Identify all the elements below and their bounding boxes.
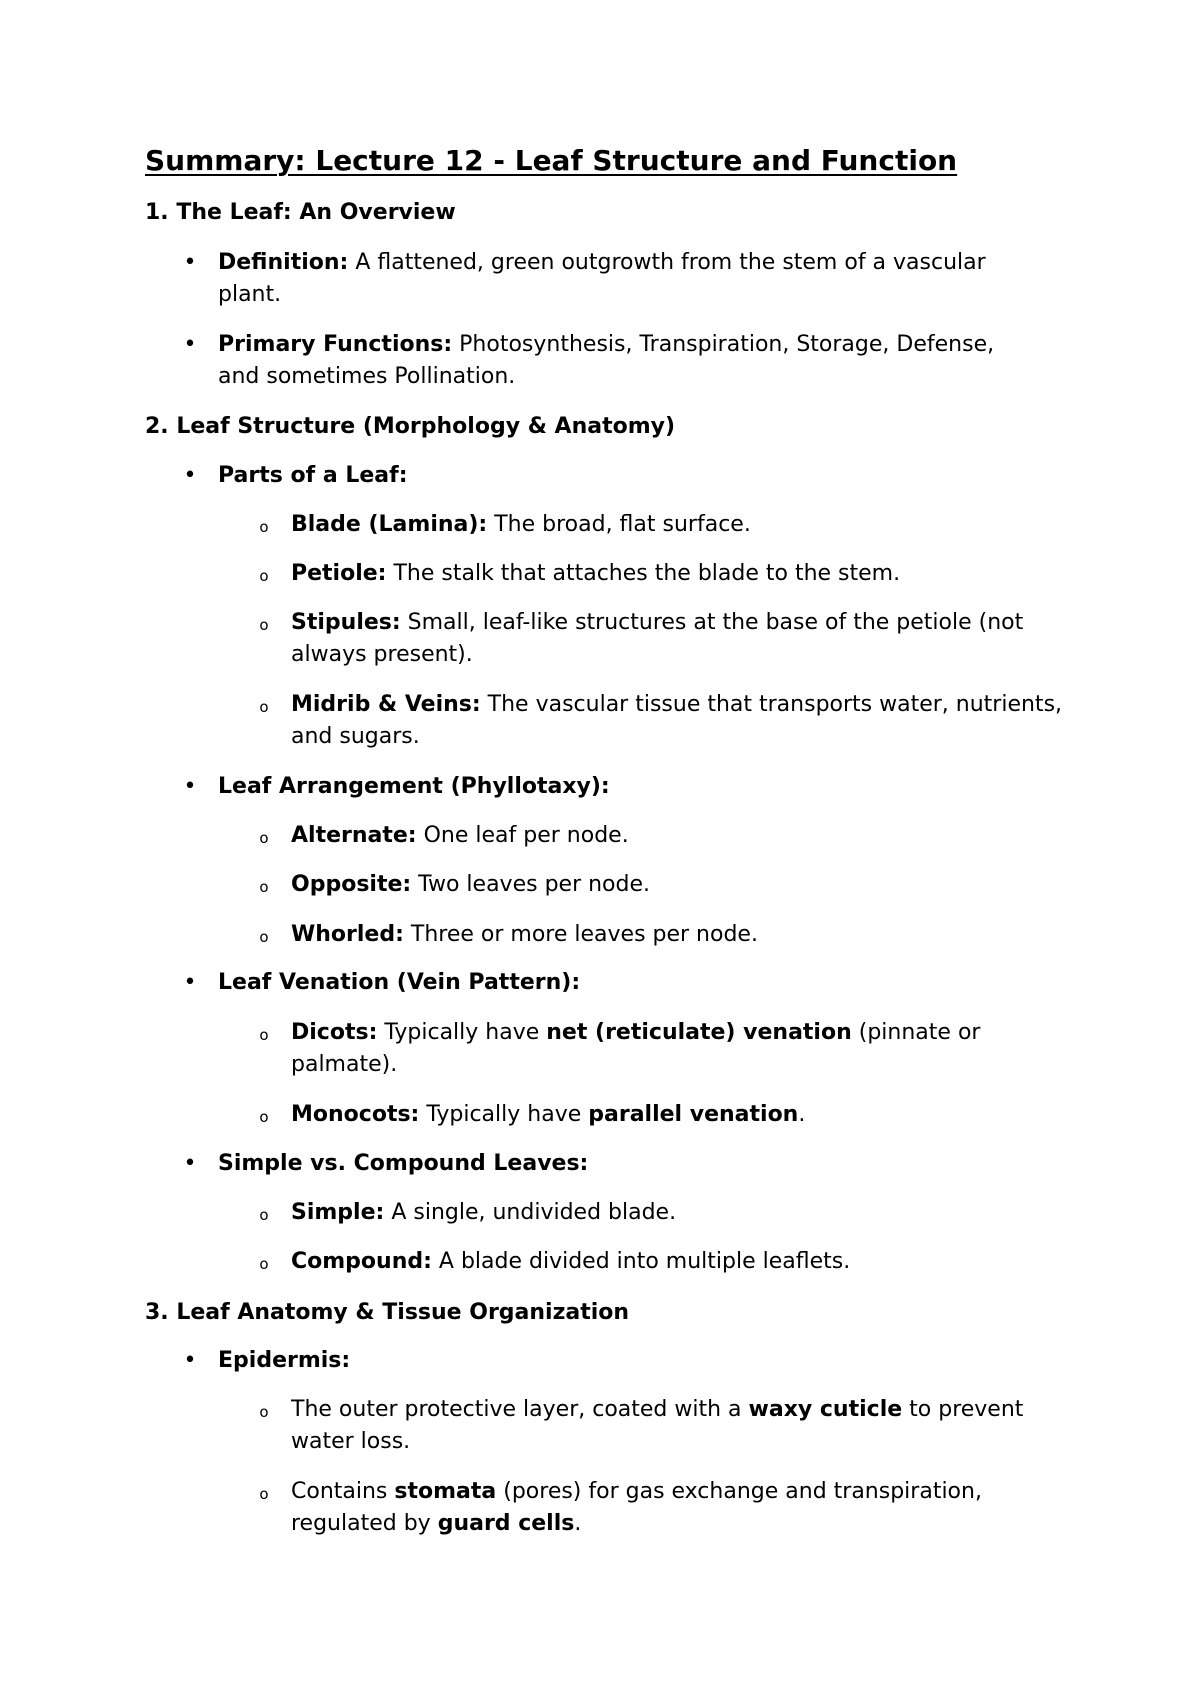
section-heading-structure: 2. Leaf Structure (Morphology & Anatomy) bbox=[145, 414, 676, 439]
sub-bullet-icon: o bbox=[259, 829, 269, 847]
item-label: Simple: bbox=[291, 1200, 385, 1225]
bullet-icon: • bbox=[183, 774, 197, 799]
item-label: Leaf Venation (Vein Pattern): bbox=[218, 970, 581, 995]
item-text: A blade divided into multiple leaflets. bbox=[431, 1249, 851, 1274]
item-emphasis: waxy cuticle bbox=[748, 1397, 903, 1422]
list-item-definition bbox=[183, 247, 1018, 311]
sub-bullet-icon: o bbox=[259, 1206, 269, 1224]
sub-item-stomata bbox=[259, 1476, 1071, 1540]
item-text: Typically have bbox=[419, 1102, 589, 1127]
item-emphasis: stomata bbox=[394, 1479, 497, 1504]
sub-item-alternate bbox=[259, 820, 1071, 852]
item-text: Typically have bbox=[377, 1020, 547, 1045]
sub-bullet-icon: o bbox=[259, 567, 269, 585]
item-emphasis: net (reticulate) venation bbox=[546, 1020, 852, 1045]
sub-item-dicots bbox=[259, 1017, 1071, 1081]
item-label: Opposite: bbox=[291, 872, 412, 897]
item-text: A single, undivided blade. bbox=[384, 1200, 677, 1225]
sub-item-opposite bbox=[259, 869, 1071, 901]
item-text: (pores) for gas exchange and transpiration, regulated by bbox=[291, 1479, 982, 1536]
item-text: Three or more leaves per node. bbox=[403, 922, 758, 947]
item-label: Whorled: bbox=[291, 922, 404, 947]
item-label: Primary Functions: bbox=[218, 332, 453, 357]
sub-item-stipules bbox=[259, 607, 1071, 671]
item-text: One leaf per node. bbox=[416, 823, 629, 848]
list-item-epidermis bbox=[183, 1345, 1018, 1377]
sub-item-monocots bbox=[259, 1099, 1071, 1131]
list-item-venation bbox=[183, 967, 1018, 999]
item-text: The broad, flat surface. bbox=[487, 512, 751, 537]
list-item-primary-functions bbox=[183, 329, 1018, 393]
bullet-icon: • bbox=[183, 1151, 197, 1176]
sub-bullet-icon: o bbox=[259, 698, 269, 716]
item-label: Monocots: bbox=[291, 1102, 420, 1127]
item-label: Dicots: bbox=[291, 1020, 378, 1045]
item-label: Parts of a Leaf: bbox=[218, 463, 408, 488]
page-title: Summary: Lecture 12 - Leaf Structure and Function bbox=[145, 144, 958, 177]
item-label: Alternate: bbox=[291, 823, 417, 848]
sub-item-simple bbox=[259, 1197, 1071, 1229]
sub-item-blade bbox=[259, 509, 1071, 541]
sub-bullet-icon: o bbox=[259, 1403, 269, 1421]
bullet-icon: • bbox=[183, 332, 197, 357]
sub-item-whorled bbox=[259, 919, 1071, 951]
item-text: A flattened, green outgrowth from the stem of a vascular plant. bbox=[218, 250, 986, 307]
item-emphasis: guard cells bbox=[437, 1511, 575, 1536]
item-text: Photosynthesis, Transpiration, Storage, Defense, and sometimes Pollination. bbox=[218, 332, 995, 389]
sub-item-outer-layer bbox=[259, 1394, 1071, 1458]
sub-bullet-icon: o bbox=[259, 616, 269, 634]
item-emphasis: parallel venation bbox=[588, 1102, 799, 1127]
bullet-icon: • bbox=[183, 970, 197, 995]
bullet-icon: • bbox=[183, 1348, 197, 1373]
item-label: Blade (Lamina): bbox=[291, 512, 488, 537]
item-text: The stalk that attaches the blade to the stem. bbox=[386, 561, 901, 586]
list-item-phyllotaxy bbox=[183, 771, 1018, 803]
sub-item-compound bbox=[259, 1246, 1071, 1278]
section-heading-overview: 1. The Leaf: An Overview bbox=[145, 200, 456, 225]
sub-bullet-icon: o bbox=[259, 1108, 269, 1126]
list-item-simple-compound bbox=[183, 1148, 1018, 1180]
bullet-icon: • bbox=[183, 250, 197, 275]
sub-item-petiole bbox=[259, 558, 1071, 590]
sub-bullet-icon: o bbox=[259, 1485, 269, 1503]
section-heading-anatomy: 3. Leaf Anatomy & Tissue Organization bbox=[145, 1300, 630, 1325]
item-label: Definition: bbox=[218, 250, 349, 275]
item-label: Compound: bbox=[291, 1249, 432, 1274]
item-text: Two leaves per node. bbox=[411, 872, 650, 897]
item-label: Midrib & Veins: bbox=[291, 692, 481, 717]
bullet-icon: • bbox=[183, 463, 197, 488]
item-label: Epidermis: bbox=[218, 1348, 351, 1373]
sub-bullet-icon: o bbox=[259, 878, 269, 896]
item-text: to prevent water loss. bbox=[291, 1397, 1024, 1454]
item-label: Stipules: bbox=[291, 610, 401, 635]
sub-bullet-icon: o bbox=[259, 1255, 269, 1273]
item-label: Leaf Arrangement (Phyllotaxy): bbox=[218, 774, 610, 799]
item-text: Contains bbox=[291, 1479, 395, 1504]
item-text: The outer protective layer, coated with a bbox=[291, 1397, 749, 1422]
list-item-parts-of-leaf bbox=[183, 460, 1018, 492]
item-text: . bbox=[574, 1511, 582, 1536]
item-label: Simple vs. Compound Leaves: bbox=[218, 1151, 589, 1176]
item-label: Petiole: bbox=[291, 561, 387, 586]
item-text: The vascular tissue that transports water, nutrients, and sugars. bbox=[291, 692, 1063, 749]
sub-bullet-icon: o bbox=[259, 928, 269, 946]
sub-item-midrib-veins bbox=[259, 689, 1071, 753]
sub-bullet-icon: o bbox=[259, 1026, 269, 1044]
sub-bullet-icon: o bbox=[259, 518, 269, 536]
item-text: Small, leaf-like structures at the base of the petiole (not always present). bbox=[291, 610, 1024, 667]
item-text: . bbox=[798, 1102, 806, 1127]
item-text: (pinnate or palmate). bbox=[291, 1020, 981, 1077]
